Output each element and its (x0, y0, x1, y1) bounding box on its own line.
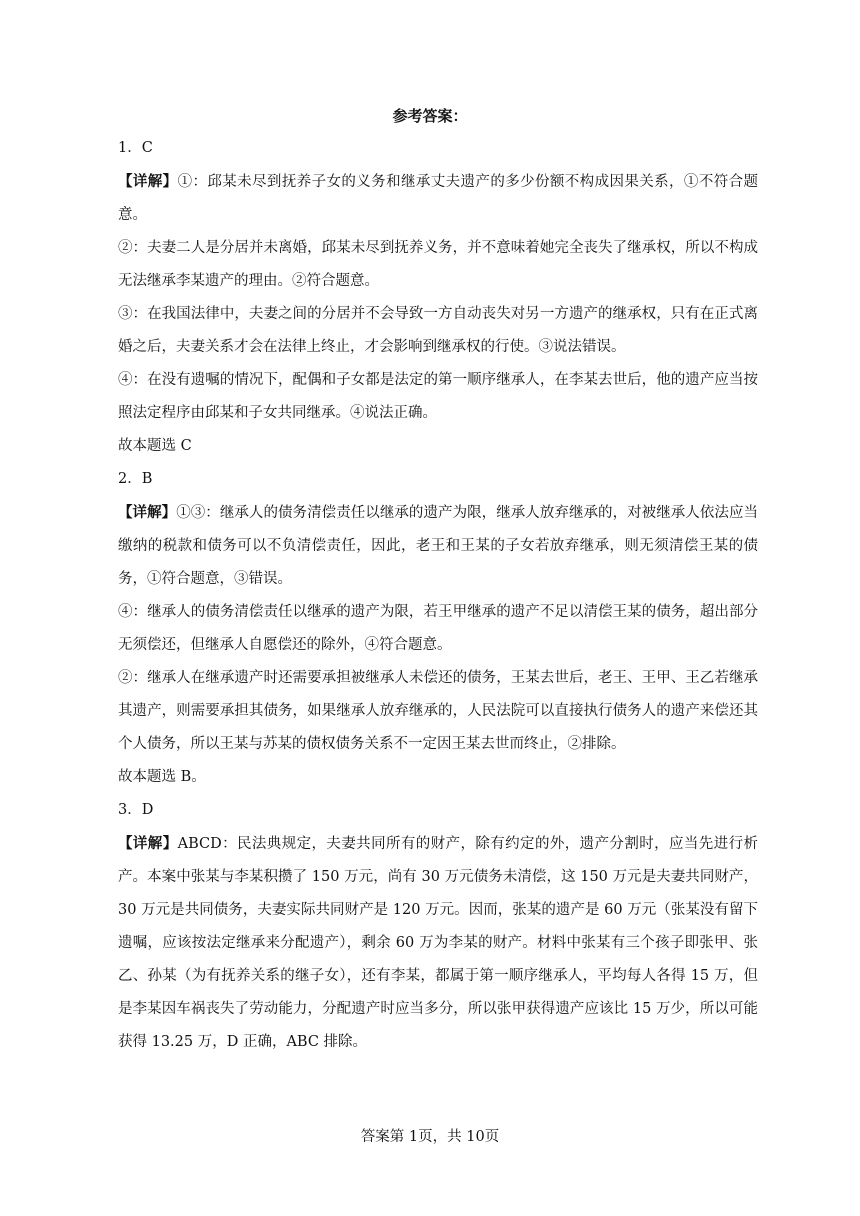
question-2-detail-2: ④：继承人的债务清偿责任以继承的遗产为限，若王甲继承的遗产不足以清偿王某的债务，超出部分无须偿还，但继承人自愿偿还的除外，④符合题意。 (118, 604, 758, 653)
question-1-answer: 1．C (118, 140, 153, 156)
detail-tag: 【详解】 (118, 835, 178, 852)
page-footer: 答案第 1页，共 10页 (360, 1129, 500, 1145)
question-2-detail-3: ②：继承人在继承遗产时还需要承担被继承人未偿还的债务，王某去世后，老王、王甲、王乙若继承其遗产，则需要承担其债务，如果继承人放弃继承的，人民法院可以直接执行债务人的遗产来偿还其个人债务，所以王某与苏某的债权债务关系不一定因王某去世而终止，②排除。 (118, 670, 758, 752)
question-2-detail-1 (118, 496, 758, 596)
question-1-detail-3: ③：在我国法律中，夫妻之间的分居并不会导致一方自动丧失对另一方遗产的继承权，只有在正式离婚之后，夫妻关系才会在法律上终止，才会影响到继承权的行使。③说法错误。 (118, 306, 758, 355)
question-3-detail-1 (118, 827, 758, 1059)
question-3-answer: 3．D (118, 802, 154, 818)
question-2-answer: 2．B (118, 471, 153, 487)
question-1-detail-1 (118, 165, 758, 232)
detail-tag: 【详解】 (118, 173, 178, 190)
detail-text: ABCD：民法典规定，夫妻共同所有的财产，除有约定的外，遗产分割时，应当先进行析产。本案中张某与李某积攒了 150 万元，尚有 30 万元债务未清偿，这 150 万元是夫妻共同财产，30 万元是共同债务，夫妻实际共同财产是 120 万元。因而，张某的遗产是 60 万元（张某没有留下遗嘱，应该按法定继承来分配遗产），剩余 60 万为李某的财产。材料中张某有三个孩子即张甲、张乙、孙某（为有抚养关系的继子女），还有李某，都属于第一顺序继承人，平均每人各得 15 万，但是李某因车祸丧失了劳动能力，分配遗产时应当多分，所以张甲获得遗产应该比 15 万少，所以可能获得 13.25 万，D 正确，ABC 排除。 (118, 836, 758, 1050)
question-1-conclusion: 故本题选 C (118, 438, 192, 454)
question-1-detail-2: ②：夫妻二人是分居并未离婚，邱某未尽到抚养义务，并不意味着她完全丧失了继承权，所以不构成无法继承李某遗产的理由。②符合题意。 (118, 240, 758, 289)
page-title: 参考答案： (392, 107, 468, 125)
question-1-detail-4: ④：在没有遗嘱的情况下，配偶和子女都是法定的第一顺序继承人，在李某去世后，他的遗产应当按照法定程序由邱某和子女共同继承。④说法正确。 (118, 372, 758, 421)
detail-tag: 【详解】 (118, 504, 177, 521)
question-2-conclusion: 故本题选 B。 (118, 769, 206, 785)
detail-text: ①③：继承人的债务清偿责任以继承的遗产为限，继承人放弃继承的，对被继承人依法应当缴纳的税款和债务可以不负清偿责任，因此，老王和王某的子女若放弃继承，则无须清偿王某的债务，①符合题意，③错误。 (118, 505, 758, 587)
answer-content (118, 132, 758, 1059)
detail-text: ①：邱某未尽到抚养子女的义务和继承丈夫遗产的多少份额不构成因果关系，①不符合题意。 (118, 174, 759, 223)
